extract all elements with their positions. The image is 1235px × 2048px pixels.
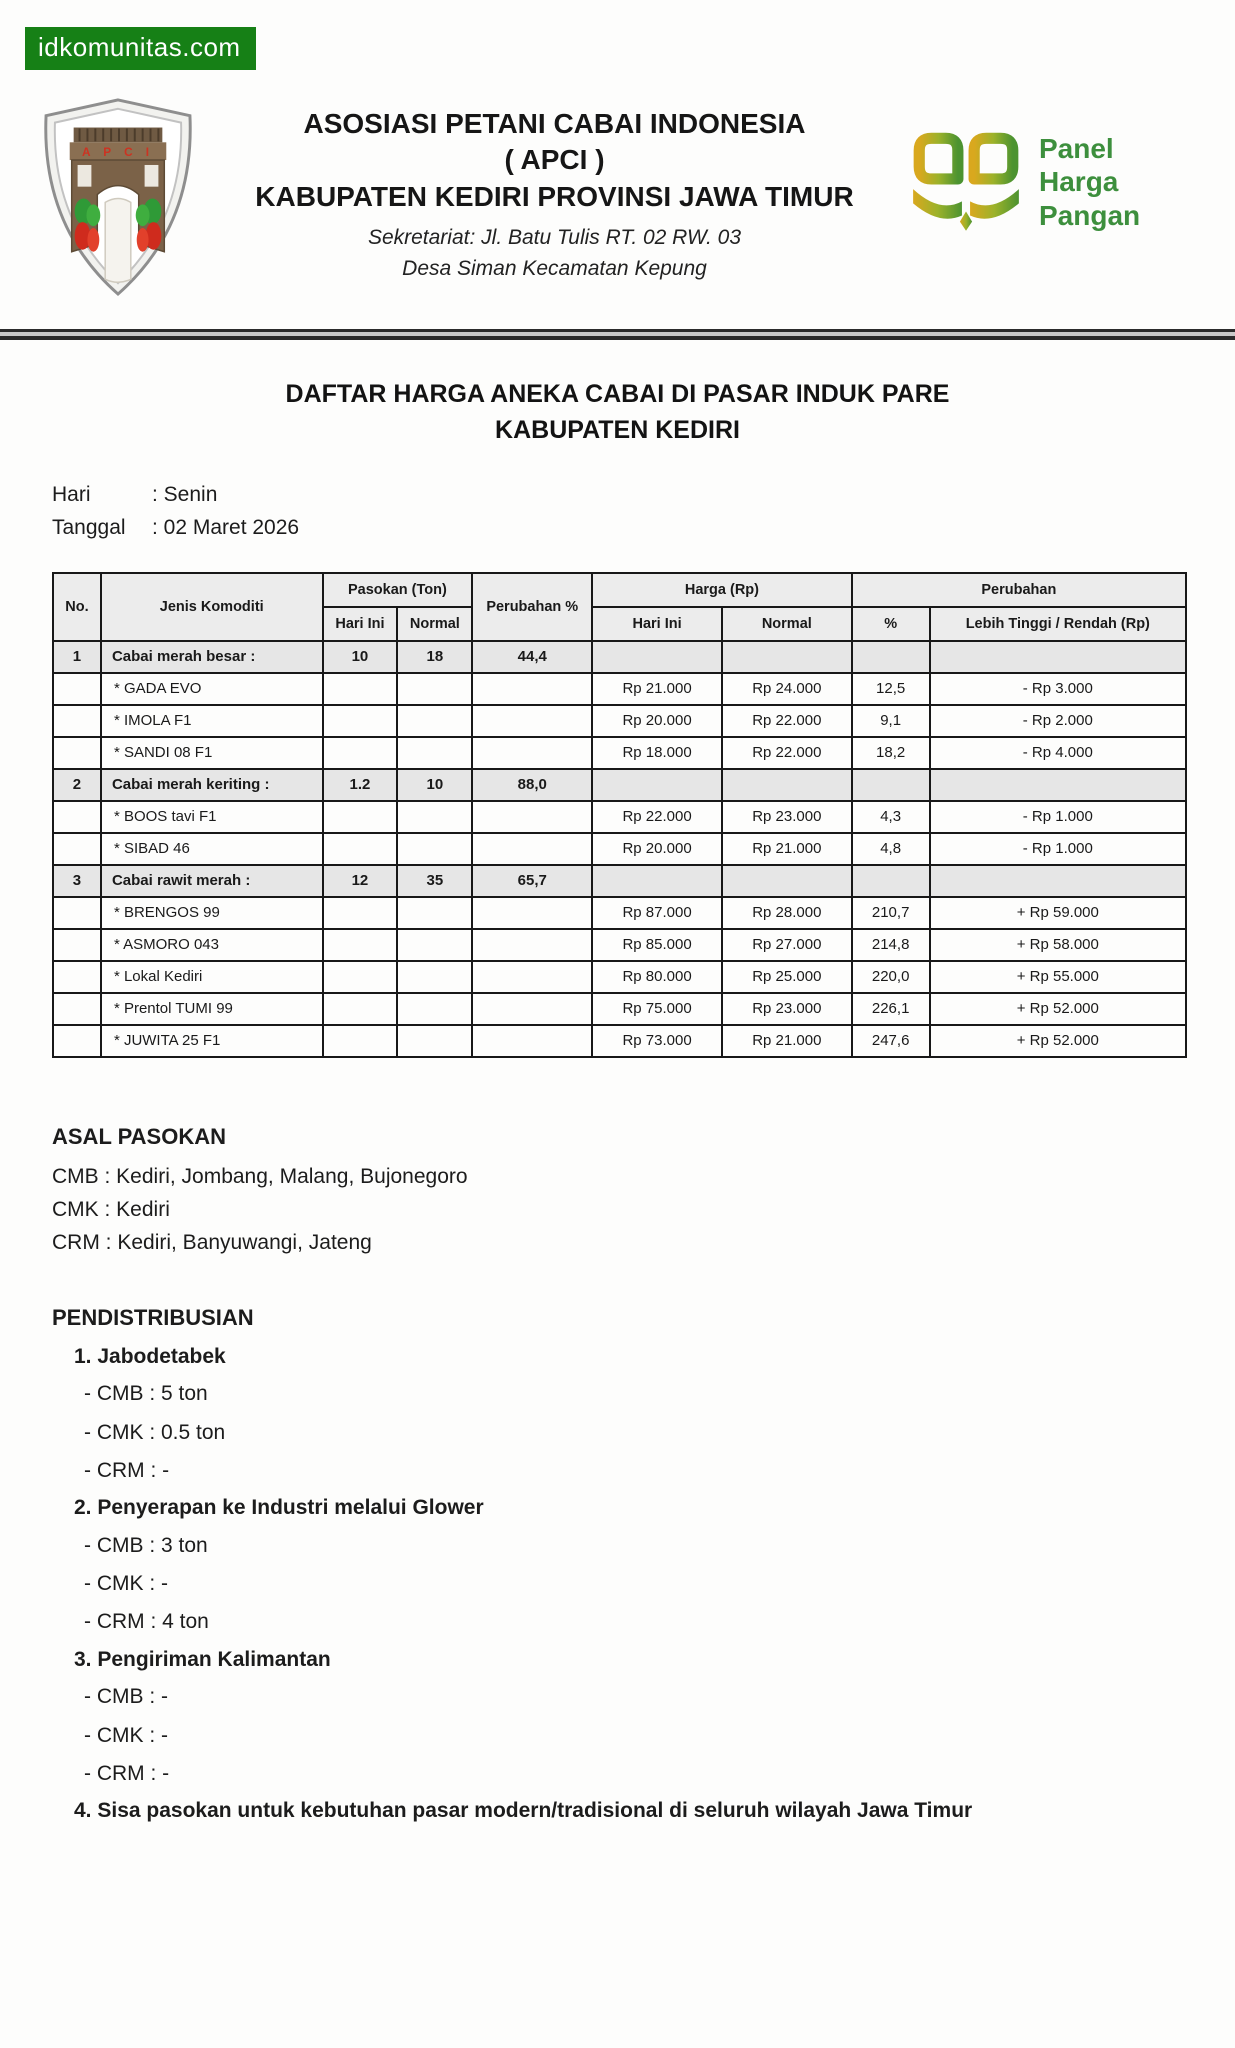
category-row bbox=[53, 769, 1186, 801]
value-cell: 220,0 bbox=[852, 961, 930, 993]
value-cell: Rp 24.000 bbox=[722, 673, 852, 705]
apci-monogram-text: A P C I bbox=[82, 145, 154, 160]
value-cell bbox=[323, 993, 398, 1025]
value-cell bbox=[397, 737, 472, 769]
value-cell: 214,8 bbox=[852, 929, 930, 961]
value-cell bbox=[852, 641, 930, 673]
value-cell: 12,5 bbox=[852, 673, 930, 705]
value-cell bbox=[323, 929, 398, 961]
value-cell: Rp 21.000 bbox=[592, 673, 722, 705]
watermark-banner: idkomunitas.com bbox=[25, 27, 256, 70]
value-cell bbox=[323, 961, 398, 993]
commodity-name-cell: * SANDI 08 F1 bbox=[101, 737, 323, 769]
commodity-name-cell: * GADA EVO bbox=[101, 673, 323, 705]
pendistribusian-heading: PENDISTRIBUSIAN bbox=[52, 1304, 254, 1330]
value-cell: + Rp 52.000 bbox=[930, 1025, 1186, 1057]
variety-row bbox=[53, 961, 1186, 993]
secretariat-line2: Desa Siman Kecamatan Kepung bbox=[402, 256, 707, 280]
supply-origin-line: CMK : Kediri bbox=[52, 1197, 170, 1221]
value-cell: + Rp 55.000 bbox=[930, 961, 1186, 993]
secretariat-line1: Sekretariat: Jl. Batu Tulis RT. 02 RW. 03 bbox=[367, 226, 742, 250]
distribution-sub-line: - CMB : - bbox=[84, 1685, 168, 1709]
value-cell bbox=[397, 673, 472, 705]
value-cell bbox=[397, 801, 472, 833]
value-cell: 18,2 bbox=[852, 737, 930, 769]
distribution-item-label: 2. Penyerapan ke Industri melalui Glower bbox=[74, 1496, 484, 1520]
org-name-line3: KABUPATEN KEDIRI PROVINSI JAWA TIMUR bbox=[255, 180, 854, 212]
value-cell: 3 bbox=[53, 865, 101, 897]
pendistribusian-items bbox=[52, 1343, 1235, 1826]
value-cell bbox=[53, 897, 101, 929]
col-header-pasokan-hari-ini: Hari Ini bbox=[323, 607, 398, 641]
supply-origin-line: CRM : Kediri, Banyuwangi, Jateng bbox=[52, 1231, 372, 1255]
value-cell: Rp 20.000 bbox=[592, 705, 722, 737]
commodity-name-cell: * BOOS tavi F1 bbox=[101, 801, 323, 833]
panel-logo-line1: Panel bbox=[1039, 132, 1114, 164]
value-cell: + Rp 59.000 bbox=[930, 897, 1186, 929]
commodity-name-cell: * SIBAD 46 bbox=[101, 833, 323, 865]
value-cell: Rp 80.000 bbox=[592, 961, 722, 993]
distribution-sub-line: - CMK : - bbox=[84, 1572, 168, 1596]
value-cell: 44,4 bbox=[472, 641, 592, 673]
col-header-pasokan-normal: Normal bbox=[397, 607, 472, 641]
col-header-pasokan: Pasokan (Ton) bbox=[323, 573, 473, 607]
value-cell bbox=[722, 641, 852, 673]
variety-row bbox=[53, 673, 1186, 705]
value-cell bbox=[53, 993, 101, 1025]
value-cell: 226,1 bbox=[852, 993, 930, 1025]
col-header-harga-hari-ini: Hari Ini bbox=[592, 607, 722, 641]
value-cell: 18 bbox=[397, 641, 472, 673]
value-cell: Rp 27.000 bbox=[722, 929, 852, 961]
col-header-perubahan: Perubahan bbox=[852, 573, 1186, 607]
distribution-sub-line: - CRM : - bbox=[84, 1458, 170, 1482]
commodity-name-cell: * ASMORO 043 bbox=[101, 929, 323, 961]
value-cell: 35 bbox=[397, 865, 472, 897]
value-cell: Rp 21.000 bbox=[722, 833, 852, 865]
value-cell: - Rp 1.000 bbox=[930, 801, 1186, 833]
value-cell bbox=[472, 673, 592, 705]
value-cell: Rp 22.000 bbox=[722, 737, 852, 769]
letterhead bbox=[0, 70, 1235, 303]
value-cell: Rp 23.000 bbox=[722, 801, 852, 833]
distribution-item-label: 3. Pengiriman Kalimantan bbox=[74, 1647, 331, 1671]
panel-logo-line2: Harga bbox=[1039, 166, 1119, 198]
value-cell: Rp 22.000 bbox=[722, 705, 852, 737]
value-cell: Rp 22.000 bbox=[592, 801, 722, 833]
value-cell bbox=[852, 865, 930, 897]
value-cell: Rp 87.000 bbox=[592, 897, 722, 929]
value-cell bbox=[53, 705, 101, 737]
panel-harga-pangan-logo bbox=[905, 96, 1205, 238]
col-header-no: No. bbox=[53, 573, 101, 641]
value-cell: - Rp 1.000 bbox=[930, 833, 1186, 865]
supply-origin-line: CMB : Kediri, Jombang, Malang, Bujonegoro bbox=[52, 1164, 468, 1188]
value-cell bbox=[472, 737, 592, 769]
day-row bbox=[52, 483, 1235, 507]
col-header-diff: Lebih Tinggi / Rendah (Rp) bbox=[930, 607, 1186, 641]
value-cell bbox=[930, 865, 1186, 897]
value-cell: - Rp 3.000 bbox=[930, 673, 1186, 705]
value-cell bbox=[472, 1025, 592, 1057]
value-cell bbox=[472, 705, 592, 737]
value-cell bbox=[323, 833, 398, 865]
value-cell bbox=[323, 673, 398, 705]
value-cell bbox=[472, 801, 592, 833]
variety-row bbox=[53, 1025, 1186, 1057]
day-label: Hari bbox=[52, 482, 91, 506]
header-divider bbox=[0, 329, 1235, 340]
commodity-name-cell: * Prentol TUMI 99 bbox=[101, 993, 323, 1025]
pendistribusian-section bbox=[52, 1305, 1235, 1826]
commodity-name-cell: * BRENGOS 99 bbox=[101, 897, 323, 929]
panel-logo-wordmark bbox=[1039, 132, 1140, 233]
value-cell bbox=[53, 673, 101, 705]
distribution-sub-line: - CRM : - bbox=[84, 1761, 170, 1785]
value-cell: 2 bbox=[53, 769, 101, 801]
value-cell bbox=[397, 897, 472, 929]
value-cell bbox=[323, 801, 398, 833]
value-cell: 1 bbox=[53, 641, 101, 673]
distribution-sub-line: - CMK : - bbox=[84, 1723, 168, 1747]
panel-logo-line3: Pangan bbox=[1039, 199, 1141, 231]
value-cell: + Rp 58.000 bbox=[930, 929, 1186, 961]
commodity-name-cell: * JUWITA 25 F1 bbox=[101, 1025, 323, 1057]
date-row bbox=[52, 516, 1235, 540]
value-cell: Rp 85.000 bbox=[592, 929, 722, 961]
value-cell: Rp 75.000 bbox=[592, 993, 722, 1025]
variety-row bbox=[53, 801, 1186, 833]
variety-row bbox=[53, 897, 1186, 929]
value-cell bbox=[722, 865, 852, 897]
value-cell bbox=[397, 929, 472, 961]
value-cell: Rp 28.000 bbox=[722, 897, 852, 929]
value-cell: 10 bbox=[323, 641, 398, 673]
value-cell bbox=[472, 833, 592, 865]
value-cell: Rp 23.000 bbox=[722, 993, 852, 1025]
date-value: : 02 Maret 2026 bbox=[152, 515, 300, 539]
value-cell: - Rp 4.000 bbox=[930, 737, 1186, 769]
value-cell bbox=[53, 929, 101, 961]
value-cell bbox=[472, 961, 592, 993]
value-cell: Rp 25.000 bbox=[722, 961, 852, 993]
price-table bbox=[52, 572, 1187, 1058]
col-header-harga: Harga (Rp) bbox=[592, 573, 852, 607]
apci-shield-logo bbox=[34, 96, 204, 303]
asal-pasokan-section bbox=[52, 1124, 1235, 1259]
value-cell bbox=[592, 769, 722, 801]
value-cell: 4,3 bbox=[852, 801, 930, 833]
value-cell bbox=[323, 1025, 398, 1057]
commodity-name-cell: Cabai rawit merah : bbox=[101, 865, 323, 897]
value-cell bbox=[323, 897, 398, 929]
value-cell bbox=[397, 705, 472, 737]
value-cell bbox=[53, 833, 101, 865]
commodity-name-cell: Cabai merah keriting : bbox=[101, 769, 323, 801]
page-title-line2: KABUPATEN KEDIRI bbox=[495, 416, 740, 445]
page-title bbox=[0, 376, 1235, 449]
col-header-komoditi: Jenis Komoditi bbox=[101, 573, 323, 641]
distribution-item-label: 4. Sisa pasokan untuk kebutuhan pasar modern/tradisional di seluruh wilayah Jawa Timur bbox=[74, 1799, 973, 1823]
value-cell bbox=[323, 737, 398, 769]
commodity-name-cell: * Lokal Kediri bbox=[101, 961, 323, 993]
distribution-sub-line: - CMB : 3 ton bbox=[84, 1533, 208, 1557]
commodity-name-cell: * IMOLA F1 bbox=[101, 705, 323, 737]
asal-pasokan-heading: ASAL PASOKAN bbox=[52, 1123, 226, 1149]
value-cell bbox=[930, 769, 1186, 801]
distribution-sub-line: - CRM : 4 ton bbox=[84, 1610, 209, 1634]
value-cell bbox=[592, 865, 722, 897]
variety-row bbox=[53, 833, 1186, 865]
distribution-sub-line: - CMK : 0.5 ton bbox=[84, 1420, 226, 1444]
value-cell bbox=[397, 1025, 472, 1057]
asal-pasokan-lines bbox=[52, 1162, 1235, 1259]
table-header-row-1 bbox=[53, 573, 1186, 607]
value-cell: - Rp 2.000 bbox=[930, 705, 1186, 737]
col-header-pct: % bbox=[852, 607, 930, 641]
value-cell bbox=[397, 993, 472, 1025]
org-name-line2: ( APCI ) bbox=[504, 144, 605, 176]
page-title-line1: DAFTAR HARGA ANEKA CABAI DI PASAR INDUK PARE bbox=[285, 380, 950, 408]
value-cell bbox=[323, 705, 398, 737]
date-label: Tanggal bbox=[52, 515, 126, 539]
distribution-item-label: 1. Jabodetabek bbox=[74, 1344, 226, 1368]
value-cell bbox=[592, 641, 722, 673]
apci-shield-icon bbox=[34, 96, 202, 298]
value-cell: 9,1 bbox=[852, 705, 930, 737]
value-cell: Rp 18.000 bbox=[592, 737, 722, 769]
day-value: : Senin bbox=[152, 482, 218, 506]
variety-row bbox=[53, 705, 1186, 737]
org-title-block bbox=[204, 96, 905, 283]
value-cell bbox=[930, 641, 1186, 673]
category-row bbox=[53, 865, 1186, 897]
value-cell: Rp 21.000 bbox=[722, 1025, 852, 1057]
value-cell bbox=[472, 993, 592, 1025]
value-cell bbox=[53, 801, 101, 833]
value-cell bbox=[53, 961, 101, 993]
value-cell bbox=[472, 897, 592, 929]
panel-harga-pangan-icon bbox=[905, 126, 1027, 238]
value-cell bbox=[852, 769, 930, 801]
value-cell: 12 bbox=[323, 865, 398, 897]
value-cell: 210,7 bbox=[852, 897, 930, 929]
value-cell: 10 bbox=[397, 769, 472, 801]
variety-row bbox=[53, 929, 1186, 961]
value-cell: 247,6 bbox=[852, 1025, 930, 1057]
variety-row bbox=[53, 737, 1186, 769]
col-header-harga-normal: Normal bbox=[722, 607, 852, 641]
value-cell: 4,8 bbox=[852, 833, 930, 865]
value-cell bbox=[53, 1025, 101, 1057]
value-cell: 65,7 bbox=[472, 865, 592, 897]
value-cell bbox=[397, 833, 472, 865]
variety-row bbox=[53, 993, 1186, 1025]
org-name-line1: ASOSIASI PETANI CABAI INDONESIA bbox=[303, 108, 806, 139]
value-cell: 1.2 bbox=[323, 769, 398, 801]
value-cell: Rp 20.000 bbox=[592, 833, 722, 865]
value-cell: 88,0 bbox=[472, 769, 592, 801]
value-cell bbox=[53, 737, 101, 769]
value-cell bbox=[722, 769, 852, 801]
commodity-name-cell: Cabai merah besar : bbox=[101, 641, 323, 673]
value-cell: + Rp 52.000 bbox=[930, 993, 1186, 1025]
distribution-sub-line: - CMB : 5 ton bbox=[84, 1382, 208, 1406]
category-row bbox=[53, 641, 1186, 673]
value-cell: Rp 73.000 bbox=[592, 1025, 722, 1057]
price-table-body bbox=[53, 641, 1186, 1057]
value-cell bbox=[397, 961, 472, 993]
col-header-perubahan-pct: Perubahan % bbox=[472, 573, 592, 641]
value-cell bbox=[472, 929, 592, 961]
report-info bbox=[52, 483, 1235, 540]
